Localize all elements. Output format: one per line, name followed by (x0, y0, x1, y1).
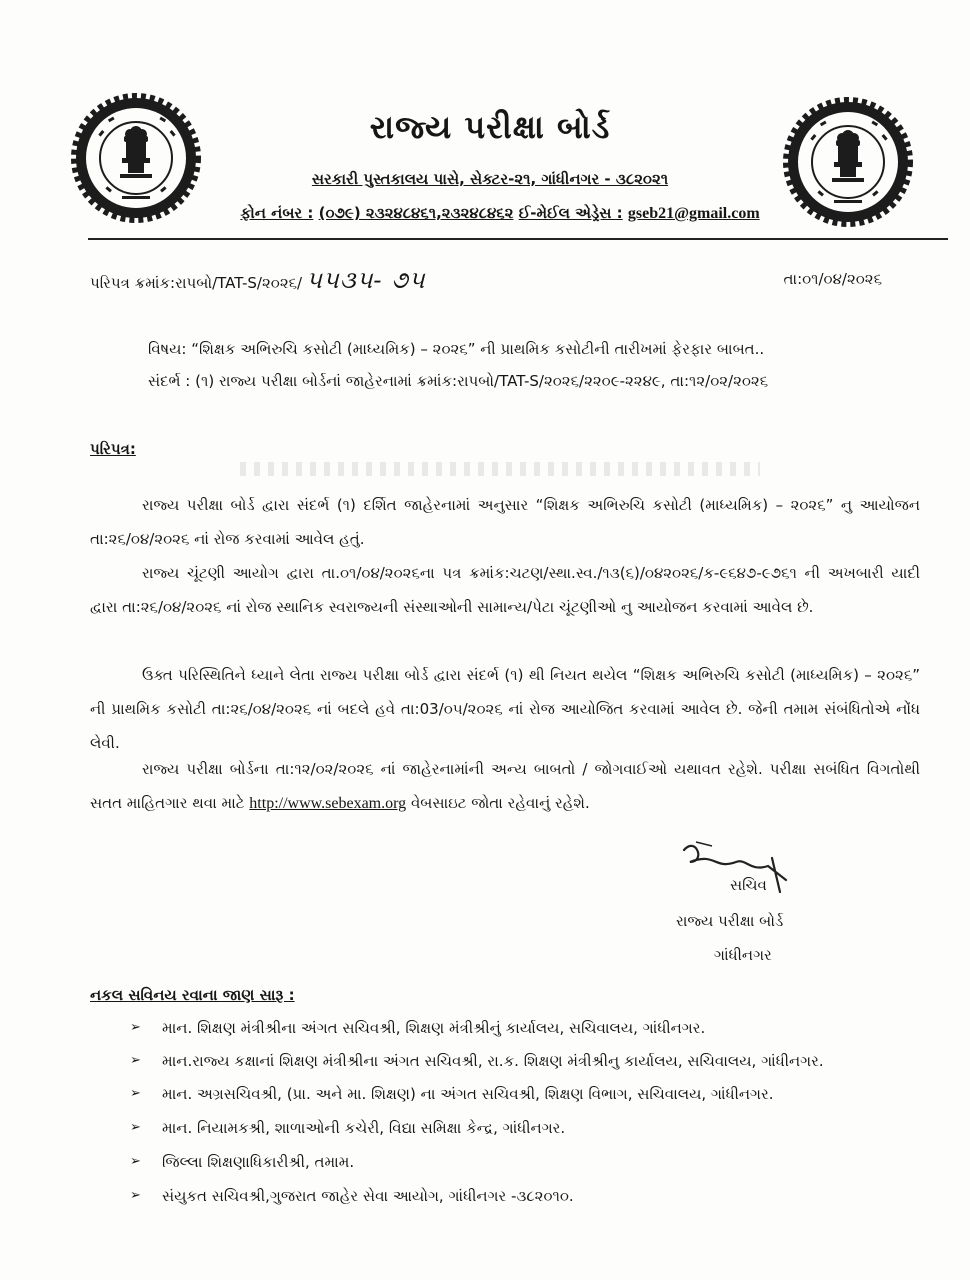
circular-date: તા:૦૧/૦૪/૨૦૨૬ (783, 270, 882, 288)
list-item (130, 1078, 930, 1110)
arrow-bullet-icon: ➢ (130, 1120, 141, 1135)
reference-line: સંદર્ભ : (૧) રાજ્ય પરીક્ષા બોર્ડનાં જાહેરનામાં ક્રમાંક:રાપબો/TAT-S/૨૦૨૬/૨૨૦૯-૨૨૪૯, તા:૧૨/૦૨/૨૦૨૬ (148, 372, 769, 390)
email-label: ઈ-મેઈલ એડ્રેસ : (518, 204, 623, 222)
paragraph-4-tail: વેબસાઇટ જોતા રહેવાનું રહેશે. (406, 794, 590, 812)
board-address: સરકારી પુસ્તકાલય પાસે, સેક્ટર-૨૧, ગાંધીનગર - ૩૮૨૦૨૧ (311, 170, 669, 188)
board-seal-left-icon (70, 92, 202, 224)
board-title: રાજ્ય પરીક્ષા બોર્ડ (369, 108, 611, 146)
header-divider (88, 238, 948, 240)
circular-heading: પરિપત્ર: (90, 440, 136, 458)
paragraph-3 (90, 658, 920, 760)
arrow-bullet-icon: ➢ (130, 1086, 141, 1101)
copy-item-text: સંયુકત સચિવશ્રી,ગુજરાત જાહેર સેવા આયોગ, ગાંધીનગર -૩૮૨૦૧૦. (162, 1187, 574, 1205)
copy-item-text: માન. શિક્ષણ મંત્રીશ્રીના અંગત સચિવશ્રી, શિક્ષણ મંત્રીશ્રીનું કાર્યાલય, સચિવાલય, ગાંધીનગર. (162, 1019, 706, 1037)
arrow-bullet-icon: ➢ (130, 1188, 141, 1203)
paragraph-4-text: રાજ્ય પરીક્ષા બોર્ડના તા:૧૨/૦૨/૨૦૨૬ નાં જાહેરનામાંની અન્ય બાબતો / જોગવાઈઓ યથાવત રહેશે. પરીક્ષા સબંધિત વિગતોથી સતત માહિતગાર થવા માટે (90, 760, 920, 812)
phone-label: ફોન નંબર : (240, 204, 314, 222)
board-contact (200, 204, 800, 223)
board-seal-right-icon (782, 96, 914, 228)
email-address[interactable]: gseb21@gmail.com (627, 205, 760, 222)
paragraph-1 (90, 488, 920, 556)
copy-item-text: માન. નિયામકશ્રી, શાળાઓની કચેરી, વિદ્યા સમિક્ષા કેન્દ્ર, ગાંધીનગર. (162, 1119, 566, 1137)
paragraph-2-text: રાજ્ય ચૂંટણી આયોગ દ્વારા તા.૦૧/૦૪/૨૦૨૬ના પત્ર ક્રમાંક:ચટણ/સ્થા.સ્વ./૧૩(૬)/૦૪૨૦૨૬/ક-૯૬૪૭-૯૭૬૧ ની અખબારી યાદી દ્વારા તા:૨૬/૦૪/૨૦૨૬ નાં રોજ સ્થાનિક સ્વરાજ્યની સંસ્થાઓની સામાન્ય/પેટા ચૂંટણીઓ નુ આયોજન કરવામાં આવેલ છે. (90, 564, 920, 616)
list-item (130, 1180, 930, 1212)
signatory-board: રાજ્ય પરીક્ષા બોર્ડ (676, 912, 784, 930)
circular-ref-label: પરિપત્ર ક્રમાંક:રાપબો/TAT-S/૨૦૨૬/ (90, 274, 303, 292)
list-item (130, 1012, 930, 1044)
circular-reference-number (90, 266, 426, 294)
copy-to-heading: નકલ સવિનય રવાના જાણ સારૂ : (90, 986, 295, 1004)
phone-value: (૦૭૯) ૨૩૨૪૮૪૬૧,૨૩૨૪૮૪૬૨ (318, 204, 514, 222)
copy-item-text: માન.રાજ્ય કક્ષાનાં શિક્ષણ મંત્રીશ્રીના અંગત સચિવશ્રી, રા.ક. શિક્ષણ મંત્રીશ્રીનુ કાર્યાલય, સચિવાલય, ગાંધીનગર. (162, 1052, 824, 1070)
copy-item-text: જિલ્લા શિક્ષણાધિકારીશ્રી, તમામ. (162, 1153, 355, 1171)
signatory-title: સચિવ (730, 876, 767, 894)
paragraph-4 (90, 752, 920, 821)
paragraph-3-text: ઉક્ત પરિસ્થિતિને ધ્યાને લેતા રાજ્ય પરીક્ષા બોર્ડ દ્વારા સંદર્ભ (૧) થી નિયત થયેલ “શિક્ષક અભિરુચિ કસોટી (માધ્યમિક) – ૨૦૨૬” ની પ્રાથમિક કસોટી તા:૨૬/૦૪/૨૦૨૬ નાં બદલે હવે તા:03/૦૫/૨૦૨૬ નાં રોજ આયોજિત કરવામાં આવેલ છે. જેની તમામ સંબંધિતોએ નોંધ લેવી. (90, 666, 920, 752)
list-item (130, 1046, 930, 1076)
copy-to-list (130, 1012, 930, 1214)
arrow-bullet-icon: ➢ (130, 1020, 141, 1035)
copy-item-text: માન. અગ્રસચિવશ્રી, (પ્રા. અને મા. શિક્ષણ) ના અંગત સચિવશ્રી, શિક્ષણ વિભાગ, સચિવાલય, ગાંધીનગર. (162, 1085, 774, 1103)
paragraph-1-text: રાજ્ય પરીક્ષા બોર્ડ દ્વારા સંદર્ભ (૧) દર્શિત જાહેરનામાં અનુસાર “શિક્ષક અભિરુચિ કસોટી (માધ્યમિક) – ૨૦૨૬” નુ આયોજન તા:૨૬/૦૪/૨૦૨૬ નાં રોજ કરવામાં આવેલ હતું. (90, 496, 920, 548)
subject-line: વિષય: “શિક્ષક અભિરુચિ કસોટી (માધ્યમિક) – ૨૦૨૬” ની પ્રાથમિક કસોટીની તારીખમાં ફેરફાર બાબત.. (148, 340, 765, 358)
list-item (130, 1146, 930, 1178)
arrow-bullet-icon: ➢ (130, 1053, 141, 1068)
faint-bleed-through (240, 462, 760, 476)
paragraph-2 (90, 556, 920, 624)
signatory-city: ગાંધીનગર (714, 946, 772, 964)
list-item (130, 1112, 930, 1144)
circular-ref-handwritten: ૫૫૩૫- ૭૫ (306, 266, 426, 294)
website-link[interactable]: http://www.sebexam.org (249, 795, 407, 812)
arrow-bullet-icon: ➢ (130, 1154, 141, 1169)
